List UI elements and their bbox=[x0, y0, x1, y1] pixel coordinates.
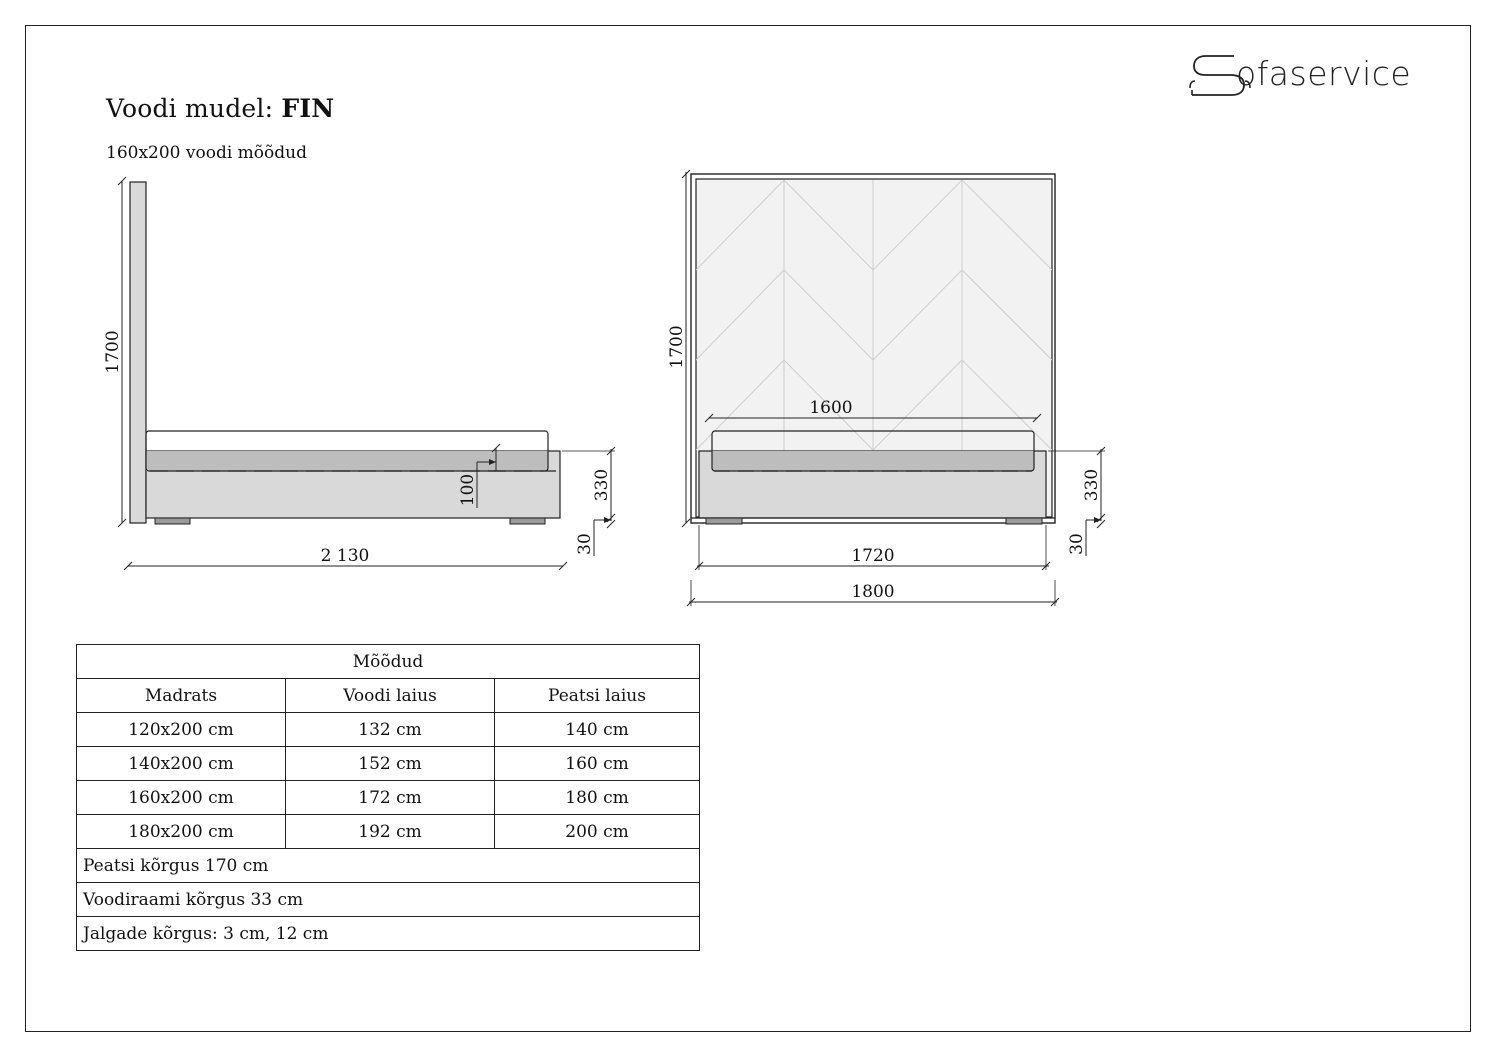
note-frame-height: Voodiraami kõrgus 33 cm bbox=[77, 883, 700, 917]
table-header: Peatsi laius bbox=[495, 679, 700, 713]
table-cell: 140x200 cm bbox=[77, 747, 286, 781]
table-cell: 180x200 cm bbox=[77, 815, 286, 849]
table-cell: 140 cm bbox=[495, 713, 700, 747]
side-view bbox=[103, 177, 615, 570]
table-row bbox=[77, 815, 700, 849]
front-mattress-width-label: 1600 bbox=[809, 398, 853, 418]
front-frame-top-band bbox=[712, 451, 1034, 471]
table-cell: 180 cm bbox=[495, 781, 700, 815]
table-row bbox=[77, 781, 700, 815]
front-frame-height-label: 330 bbox=[1082, 468, 1102, 502]
side-frame-height-label: 330 bbox=[592, 468, 612, 502]
table-cell: 120x200 cm bbox=[77, 713, 286, 747]
front-headboard-height-label: 1700 bbox=[667, 325, 687, 369]
side-leg-right bbox=[510, 518, 545, 524]
front-frame-width-label: 1720 bbox=[851, 546, 895, 566]
table-cell: 160 cm bbox=[495, 747, 700, 781]
side-leg-height-label: 30 bbox=[575, 533, 595, 555]
front-leg-height-label: 30 bbox=[1067, 533, 1087, 555]
side-headboard bbox=[130, 182, 146, 523]
front-headboard-width-label: 1800 bbox=[851, 582, 895, 602]
note-headboard-height: Peatsi kõrgus 170 cm bbox=[77, 849, 700, 883]
table-note-row bbox=[77, 883, 700, 917]
dimensions-table bbox=[76, 644, 700, 951]
side-frame-top-band bbox=[146, 451, 548, 471]
model-name: FIN bbox=[281, 94, 335, 123]
table-header: Madrats bbox=[77, 679, 286, 713]
front-view bbox=[667, 170, 1105, 606]
table-note-row bbox=[77, 917, 700, 951]
table-cell: 172 cm bbox=[286, 781, 495, 815]
page-subtitle: 160x200 voodi mõõdud bbox=[106, 143, 307, 163]
title-prefix: Voodi mudel: bbox=[106, 94, 282, 123]
table-header-row bbox=[77, 679, 700, 713]
table-row bbox=[77, 713, 700, 747]
table-cell: 200 cm bbox=[495, 815, 700, 849]
front-leg-right bbox=[1006, 518, 1042, 524]
front-leg-left bbox=[706, 518, 742, 524]
table-title: Mõõdud bbox=[77, 645, 700, 679]
side-mattress-inset-label: 100 bbox=[458, 473, 478, 507]
note-leg-height: Jalgade kõrgus: 3 cm, 12 cm bbox=[77, 917, 700, 951]
table-cell: 132 cm bbox=[286, 713, 495, 747]
side-headboard-height-label: 1700 bbox=[103, 330, 123, 374]
brand-name: ofaservice bbox=[1236, 54, 1412, 93]
table-cell: 160x200 cm bbox=[77, 781, 286, 815]
table-note-row bbox=[77, 849, 700, 883]
side-leg-left bbox=[155, 518, 190, 524]
table-row bbox=[77, 747, 700, 781]
side-length-label: 2 130 bbox=[320, 546, 370, 566]
table-cell: 192 cm bbox=[286, 815, 495, 849]
table-cell: 152 cm bbox=[286, 747, 495, 781]
table-header: Voodi laius bbox=[286, 679, 495, 713]
